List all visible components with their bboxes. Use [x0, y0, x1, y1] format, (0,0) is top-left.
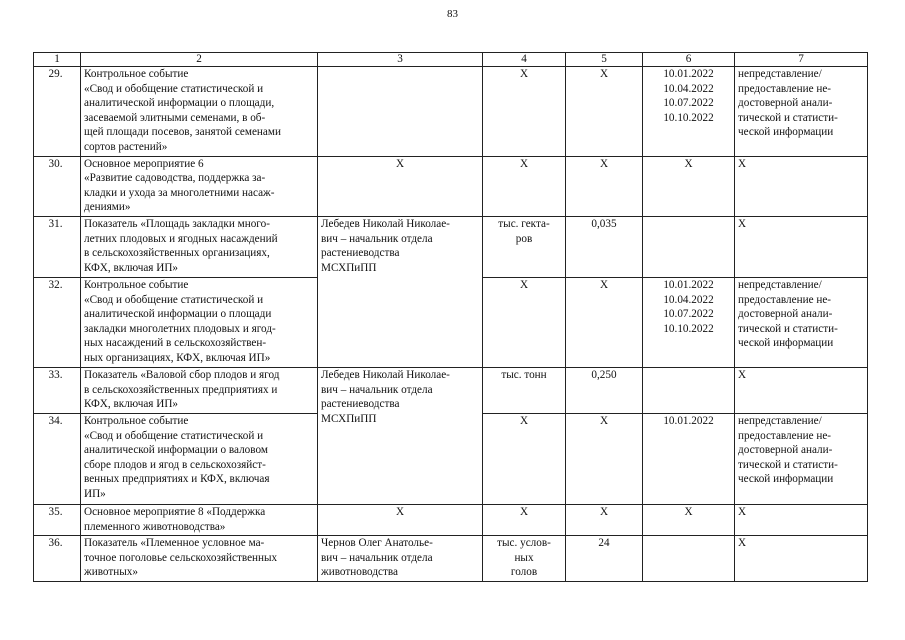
row-document: непредставление/ предоставление не- достоверной анали- тической и статисти- ческой информации	[735, 277, 868, 367]
column-number: 5	[566, 53, 643, 67]
row-value: X	[566, 67, 643, 157]
column-number: 2	[81, 53, 318, 67]
row-number: 29.	[34, 67, 81, 157]
row-value: X	[566, 413, 643, 504]
row-number: 34.	[34, 413, 81, 504]
row-value: X	[566, 277, 643, 367]
row-unit: тыс. гекта- ров	[483, 216, 566, 277]
row-dates: X	[643, 156, 735, 216]
row-document: X	[735, 216, 868, 277]
table-row	[34, 504, 868, 535]
row-responsible: Лебедев Николай Николае- вич – начальник отдела растениеводства МСХПиПП	[318, 216, 483, 367]
table-row	[34, 156, 868, 216]
column-number: 6	[643, 53, 735, 67]
row-dates: X	[643, 504, 735, 535]
row-description: Показатель «Площадь закладки много- летних плодовых и ягодных насаждений в сельскохозяйственных организациях, КФХ, включая ИП»	[81, 216, 318, 277]
row-unit: X	[483, 156, 566, 216]
row-value: 0,250	[566, 367, 643, 413]
row-description: Показатель «Племенное условное ма- точное поголовье сельскохозяйственных животных»	[81, 536, 318, 582]
page-number: 83	[447, 8, 458, 20]
row-number: 33.	[34, 367, 81, 413]
row-description: Контрольное событие «Свод и обобщение статистической и аналитической информации о площади, засеваемой элитными семенами, в об- щей площади посевов, занятой семенами сортов растений»	[81, 67, 318, 157]
row-document: непредставление/ предоставление не- достоверной анали- тической и статисти- ческой информации	[735, 67, 868, 157]
column-number: 1	[34, 53, 81, 67]
row-unit: X	[483, 67, 566, 157]
column-number-row	[34, 53, 868, 67]
row-dates	[643, 216, 735, 277]
row-number: 32.	[34, 277, 81, 367]
row-value: 24	[566, 536, 643, 582]
table-row	[34, 367, 868, 413]
row-description: Основное мероприятие 8 «Поддержка племенного животноводства»	[81, 504, 318, 535]
row-dates	[643, 536, 735, 582]
row-unit: тыс. тонн	[483, 367, 566, 413]
row-responsible: Чернов Олег Анатолье- вич – начальник отдела животноводства	[318, 536, 483, 582]
row-number: 35.	[34, 504, 81, 535]
row-document: X	[735, 536, 868, 582]
table-row	[34, 536, 868, 582]
column-number: 3	[318, 53, 483, 67]
row-description: Основное мероприятие 6 «Развитие садоводства, поддержка за- кладки и ухода за многолетними насаж- дениями»	[81, 156, 318, 216]
row-value: X	[566, 156, 643, 216]
row-unit: X	[483, 504, 566, 535]
row-unit: тыс. услов- ных голов	[483, 536, 566, 582]
row-value: X	[566, 504, 643, 535]
row-dates: 10.01.2022	[643, 413, 735, 504]
row-number: 30.	[34, 156, 81, 216]
row-dates	[643, 367, 735, 413]
row-document: X	[735, 156, 868, 216]
row-responsible	[318, 67, 483, 157]
row-document: X	[735, 367, 868, 413]
row-document: непредставление/ предоставление не- достоверной анали- тической и статисти- ческой информации	[735, 413, 868, 504]
row-description: Показатель «Валовой сбор плодов и ягод в сельскохозяйственных предприятиях и КФХ, включая ИП»	[81, 367, 318, 413]
table-row	[34, 67, 868, 157]
row-responsible: X	[318, 156, 483, 216]
column-number: 7	[735, 53, 868, 67]
column-number: 4	[483, 53, 566, 67]
row-number: 31.	[34, 216, 81, 277]
row-number: 36.	[34, 536, 81, 582]
row-unit: X	[483, 277, 566, 367]
row-value: 0,035	[566, 216, 643, 277]
row-dates: 10.01.2022 10.04.2022 10.07.2022 10.10.2022	[643, 277, 735, 367]
row-responsible: X	[318, 504, 483, 535]
row-document: X	[735, 504, 868, 535]
row-description: Контрольное событие «Свод и обобщение статистической и аналитической информации о валовом сборе плодов и ягод в сельскохозяйст- венных предприятиях и КФХ, включая ИП»	[81, 413, 318, 504]
row-responsible: Лебедев Николай Николае- вич – начальник отдела растениеводства МСХПиПП	[318, 367, 483, 504]
table-row	[34, 216, 868, 277]
row-description: Контрольное событие «Свод и обобщение статистической и аналитической информации о площади закладки многолетних плодовых и ягод- ных насаждений в сельскохозяйствен- ных организациях, КФХ, включая ИП»	[81, 277, 318, 367]
row-dates: 10.01.2022 10.04.2022 10.07.2022 10.10.2022	[643, 67, 735, 157]
row-unit: X	[483, 413, 566, 504]
document-table	[33, 52, 868, 582]
